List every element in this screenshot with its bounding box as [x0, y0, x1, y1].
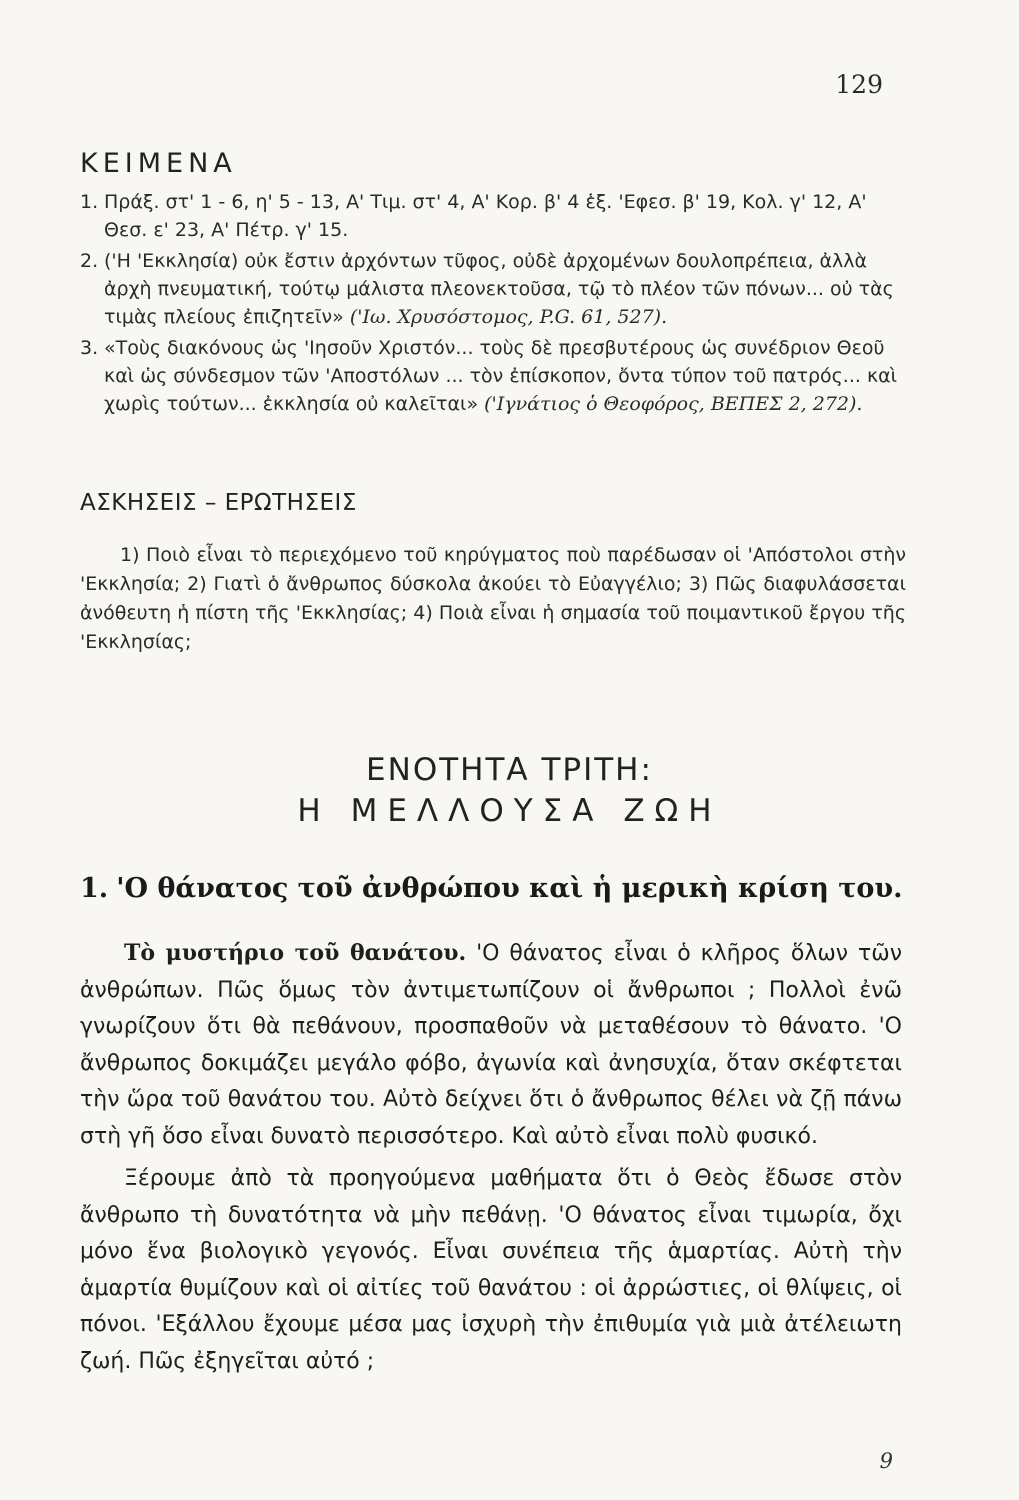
text-item-body: ('Η 'Εκκλησία) οὐκ ἔστιν ἀρχόντων τῦφος, οὐδὲ ἀρχομένων δουλοπρέπεια, ἀλλὰ ἀρχὴ πνευματική, τούτῳ μάλιστα πλεονεκτοῦσα, τῷ τὸ πλέον τῶν πόνων... οὐ τὰς τιμὰς πλείους ἐπιζητεῖν» — [104, 250, 894, 328]
lesson-paragraph — [80, 1161, 902, 1380]
text-item-source: ('Ιγνάτιος ὁ Θεοφόρος, ΒΕΠΕΣ 2, 272). — [484, 393, 863, 415]
text-item-number: 3. — [80, 337, 99, 359]
paragraph-text: Ξέρουμε ἀπὸ τὰ προηγούμενα μαθήματα ὅτι ὁ Θεὸς ἔδωσε στὸν ἄνθρωπο τὴ δυνατότητα νὰ μὴν πεθάνῃ. 'Ο θάνατος εἶναι τιμωρία, ὄχι μόνο ἕνα βιολογικὸ γεγονός. Εἶναι συνέπεια τῆς ἁμαρτίας. Αὐτὴ τὴν ἁμαρτία θυμίζουν καὶ οἱ αἰτίες τοῦ θανάτου : οἱ ἀρρώστιες, οἱ θλίψεις, οἱ πόνοι. 'Εξάλλου ἔχουμε μέσα μας ἰσχυρὴ τὴν ἐπιθυμία γιὰ μιὰ ἀτέλειωτη ζωή. Πῶς ἐξηγεῖται αὐτό ; — [80, 1166, 902, 1374]
signature-mark: 9 — [879, 1449, 893, 1473]
text-item — [80, 247, 902, 331]
text-item-source: ('Ιω. Χρυσόστομος, P.G. 61, 527). — [349, 306, 668, 328]
lesson-title — [80, 873, 903, 904]
unit-title: ΕΝΟΤΗΤΑ ΤΡΙΤΗ: — [366, 752, 653, 788]
section-heading-texts: ΚΕΙΜΕΝΑ — [80, 148, 237, 179]
text-item — [80, 334, 902, 418]
exercises-heading: ΑΣΚΗΣΕΙΣ – ΕΡΩΤΗΣΕΙΣ — [80, 490, 357, 516]
text-item-body: «Τοὺς διακόνους ὡς 'Ιησοῦν Χριστόν... τοὺς δὲ πρεσβυτέρους ὡς συνέδριον Θεοῦ καὶ ὡς σύνδεσμον τῶν 'Αποστόλων ... τὸν ἐπίσκοπον, ὄντα τύπον τοῦ πατρός... καὶ χωρὶς τούτων... ἐκκλησία οὐ καλεῖται» — [104, 337, 898, 415]
lesson-paragraph — [80, 935, 902, 1155]
text-item-body: Πράξ. στ' 1 - 6, η' 5 - 13, Α' Τιμ. στ' 4, Α' Κορ. β' 4 ἑξ. 'Εφεσ. β' 19, Κολ. γ' 12, Α' Θεσ. ε' 23, Α' Πέτρ. γ' 15. — [104, 191, 867, 241]
exercises-questions: 1) Ποιὸ εἶναι τὸ περιεχόμενο τοῦ κηρύγματος ποὺ παρέδωσαν οἱ 'Απόστολοι στὴν 'Εκκλησία; 2) Γιατὶ ὁ ἄνθρωπος δύσκολα ἀκούει τὸ Εὐαγγέλιο; 3) Πῶς διαφυλάσσεται ἀνόθευτη ἡ πίστη τῆς 'Εκκλησίας; 4) Ποιὰ εἶναι ἡ σημασία τοῦ ποιμαντικοῦ ἔργου τῆς 'Εκκλησίας; — [80, 544, 906, 653]
page-number: 129 — [835, 70, 883, 99]
paragraph-text: 'Ο θάνατος εἶναι ὁ κλῆρος ὅλων τῶν ἀνθρώπων. Πῶς ὅμως τὸν ἀντιμετωπίζουν οἱ ἄνθρωποι ; Πολλοὶ ἐνῶ γνωρίζουν ὅτι θὰ πεθάνουν, προσπαθοῦν νὰ μεταθέσουν τὸ θάνατο. 'Ο ἄνθρωπος δοκιμάζει μεγάλο φόβο, ἀγωνία καὶ ἀνησυχία, ὅταν σκέφτεται τὴν ὥρα τοῦ θανάτου του. Αὐτὸ δείχνει ὅτι ὁ ἄνθρωπος θέλει νὰ ζῇ πάνω στὴ γῆ ὅσο εἶναι δυνατὸ περισσότερο. Καὶ αὐτὸ εἶναι πολὺ φυσικό. — [80, 941, 902, 1149]
text-item-number: 1. — [80, 191, 99, 213]
lesson-number: 1. — [80, 873, 109, 904]
lesson-title-text: 'Ο θάνατος τοῦ ἀνθρώπου καὶ ἡ μερικὴ κρίση του. — [116, 873, 903, 904]
paragraph-lead: Τὸ μυστήριο τοῦ θανάτου. — [124, 940, 467, 966]
texts-list — [80, 188, 902, 421]
lesson-body — [80, 935, 902, 1386]
text-item — [80, 188, 902, 244]
text-item-number: 2. — [80, 250, 99, 272]
unit-subtitle: Η ΜΕΛΛΟΥΣΑ ΖΩΗ — [297, 793, 722, 829]
